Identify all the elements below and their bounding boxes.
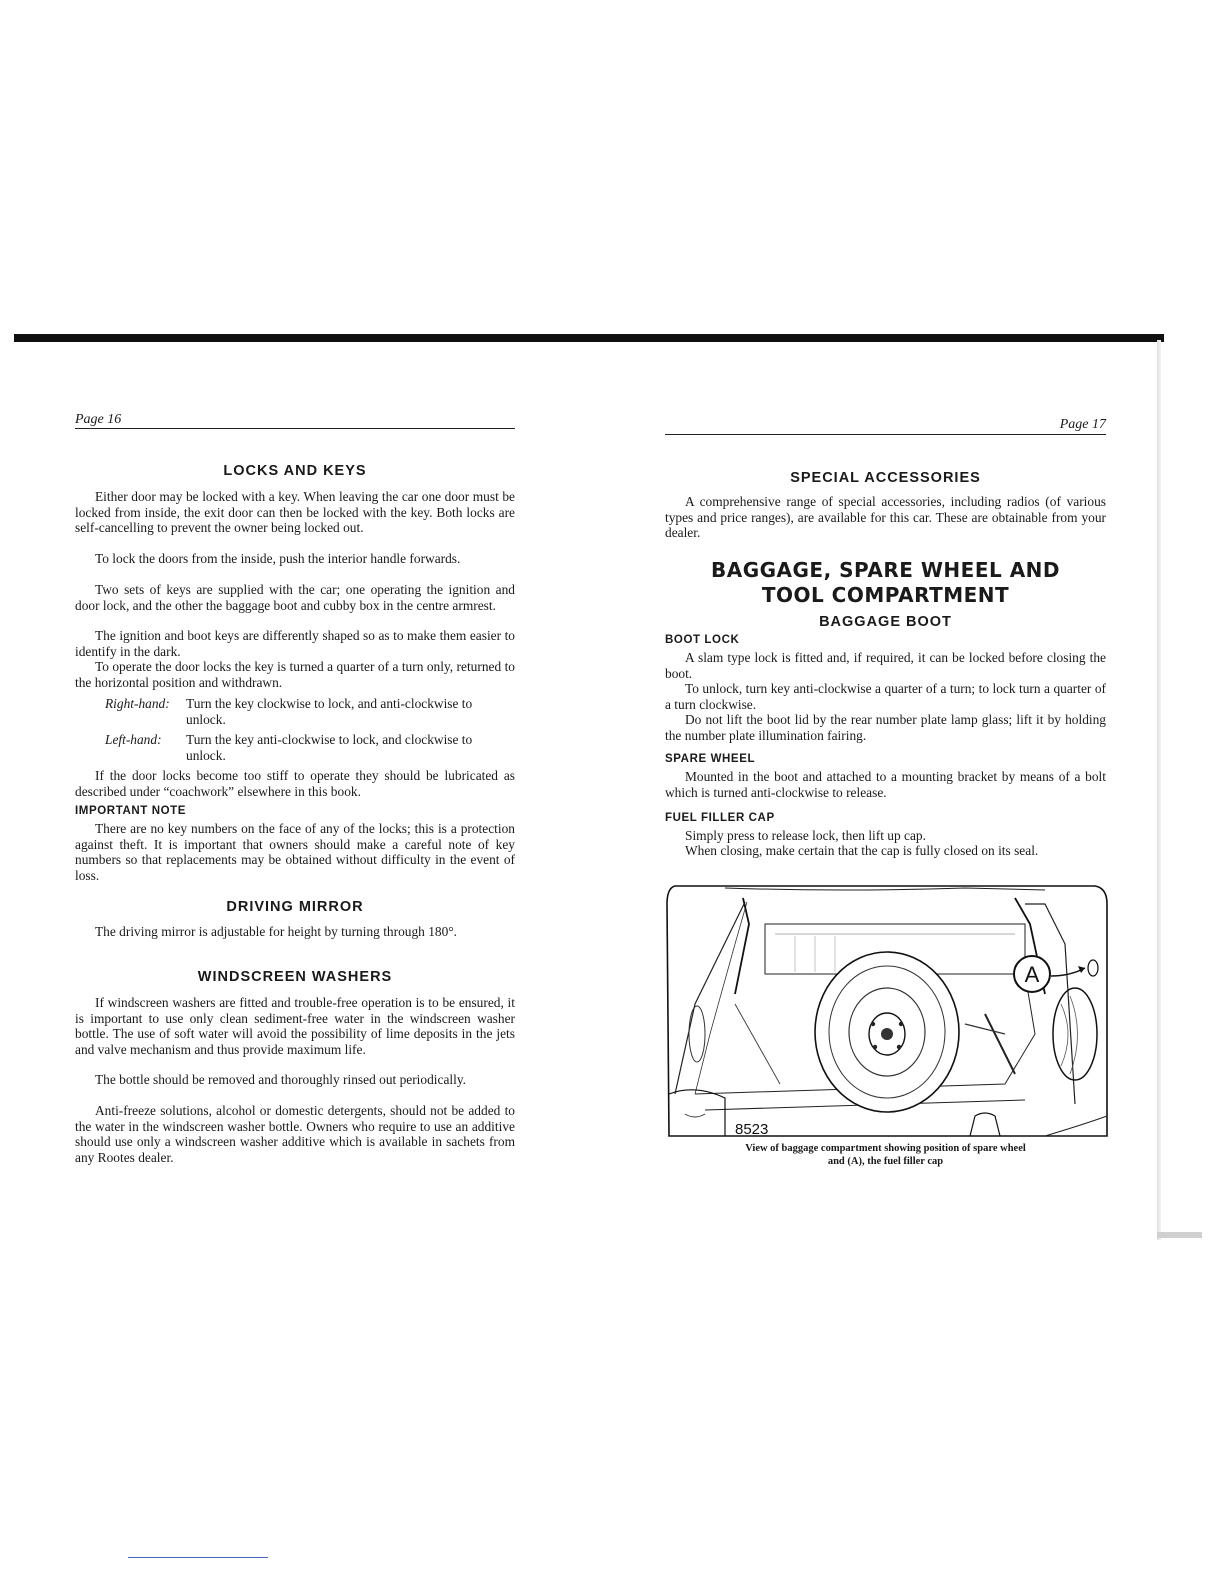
left-hand-label: Left-hand: [105, 732, 162, 747]
main-heading-line1: BAGGAGE, SPARE WHEEL AND [710, 558, 1061, 582]
figure-number: 8523 [735, 1121, 769, 1138]
caption-line1: View of baggage compartment showing position of spare wheel [745, 1143, 1026, 1154]
paragraph: The ignition and boot keys are differently shaped so as to make them easier to identify in the dark. [75, 628, 515, 659]
paragraph: Do not lift the boot lid by the rear number plate lamp glass; lift it by holding the number plate illumination fairing. [665, 712, 1106, 743]
paragraph: A comprehensive range of special accessories, including radios (of various types and price ranges), are available for this car. These are obtainable from your dealer. [665, 494, 1106, 540]
page-number: Page 16 [75, 412, 122, 427]
paragraph: Anti-freeze solutions, alcohol or domestic detergents, should not be added to the water in the windscreen washer bottle. Owners who require to use an additive should use only a windscreen washer additive which is available in sachets from any Rootes dealer. [75, 1103, 515, 1165]
left-hand-text: Turn the key anti-clockwise to lock, and clockwise to unlock. [186, 732, 473, 763]
paragraph: To lock the doors from the inside, push the interior handle forwards. [95, 551, 461, 566]
baggage-compartment-illustration [665, 884, 1110, 1140]
paragraph: Simply press to release lock, then lift up cap. [685, 828, 926, 843]
heading-fuel-filler-cap: FUEL FILLER CAP [665, 812, 775, 824]
paragraph: The bottle should be removed and thoroughly rinsed out periodically. [95, 1072, 467, 1087]
heading-special-accessories: SPECIAL ACCESSORIES [790, 470, 981, 486]
paragraph: There are no key numbers on the face of any of the locks; this is a protection against theft. It is important that owners should make a careful note of key numbers so that replacements may be obtained without difficulty in the event of loss. [75, 821, 515, 883]
paragraph: If the door locks become too stiff to operate they should be lubricated as described under “coachwork” elsewhere in this book. [75, 768, 515, 799]
callout-label: A [1024, 962, 1040, 987]
bottom-underline [128, 1557, 268, 1558]
figure-caption [665, 1143, 1106, 1168]
page-edge-shadow-bottom [1157, 1232, 1202, 1238]
heading-windscreen-washers: WINDSCREEN WASHERS [197, 969, 393, 985]
header-rule [75, 428, 515, 429]
paragraph: To operate the door locks the key is turned a quarter of a turn only, returned to the horizontal position and withdrawn. [75, 659, 515, 690]
paragraph: Mounted in the boot and attached to a mounting bracket by means of a bolt which is turned anti-clockwise to release. [665, 769, 1106, 800]
paragraph: To unlock, turn key anti-clockwise a quarter of a turn; to lock turn a quarter of a turn clockwise. [665, 681, 1106, 712]
heading-baggage-boot: BAGGAGE BOOT [819, 614, 952, 630]
paragraph: A slam type lock is fitted and, if required, it can be locked before closing the boot. [665, 650, 1106, 681]
caption-line2: and (A), the fuel filler cap [827, 1155, 944, 1167]
top-scan-bar [14, 334, 1164, 342]
page-edge-shadow [1157, 340, 1161, 1240]
heading-driving-mirror: DRIVING MIRROR [226, 899, 364, 915]
paragraph: Two sets of keys are supplied with the car; one operating the ignition and door lock, and the other the baggage boot and cubby box in the centre armrest. [75, 582, 515, 613]
heading-boot-lock: BOOT LOCK [665, 634, 740, 646]
boot-drawing [665, 884, 1110, 1140]
right-hand-label: Right-hand: [105, 696, 170, 711]
left-hand-instruction [75, 732, 515, 764]
right-hand-instruction [75, 696, 515, 728]
right-hand-text: Turn the key clockwise to lock, and anti-clockwise to unlock. [186, 696, 473, 727]
heading-locks-and-keys: LOCKS AND KEYS [223, 463, 367, 479]
heading-important-note: IMPORTANT NOTE [75, 805, 187, 817]
heading-spare-wheel: SPARE WHEEL [665, 753, 756, 765]
header-rule [665, 434, 1106, 435]
main-heading-line2: TOOL COMPARTMENT [761, 583, 1010, 607]
page-number: Page 17 [1059, 417, 1106, 432]
paragraph: If windscreen washers are fitted and trouble-free operation is to be ensured, it is important to use only clean sediment-free water in the windscreen washer bottle. The use of soft water will avoid the possibility of lime deposits in the jets and valve mechanism and thus provide maximum life. [75, 995, 515, 1057]
paragraph: The driving mirror is adjustable for height by turning through 180°. [95, 924, 458, 939]
paragraph: Either door may be locked with a key. When leaving the car one door must be locked from inside, the exit door can then be locked with the key. Both locks are self-cancelling to prevent the owner being locked out. [75, 489, 515, 535]
paragraph: When closing, make certain that the cap is fully closed on its seal. [685, 843, 1039, 858]
